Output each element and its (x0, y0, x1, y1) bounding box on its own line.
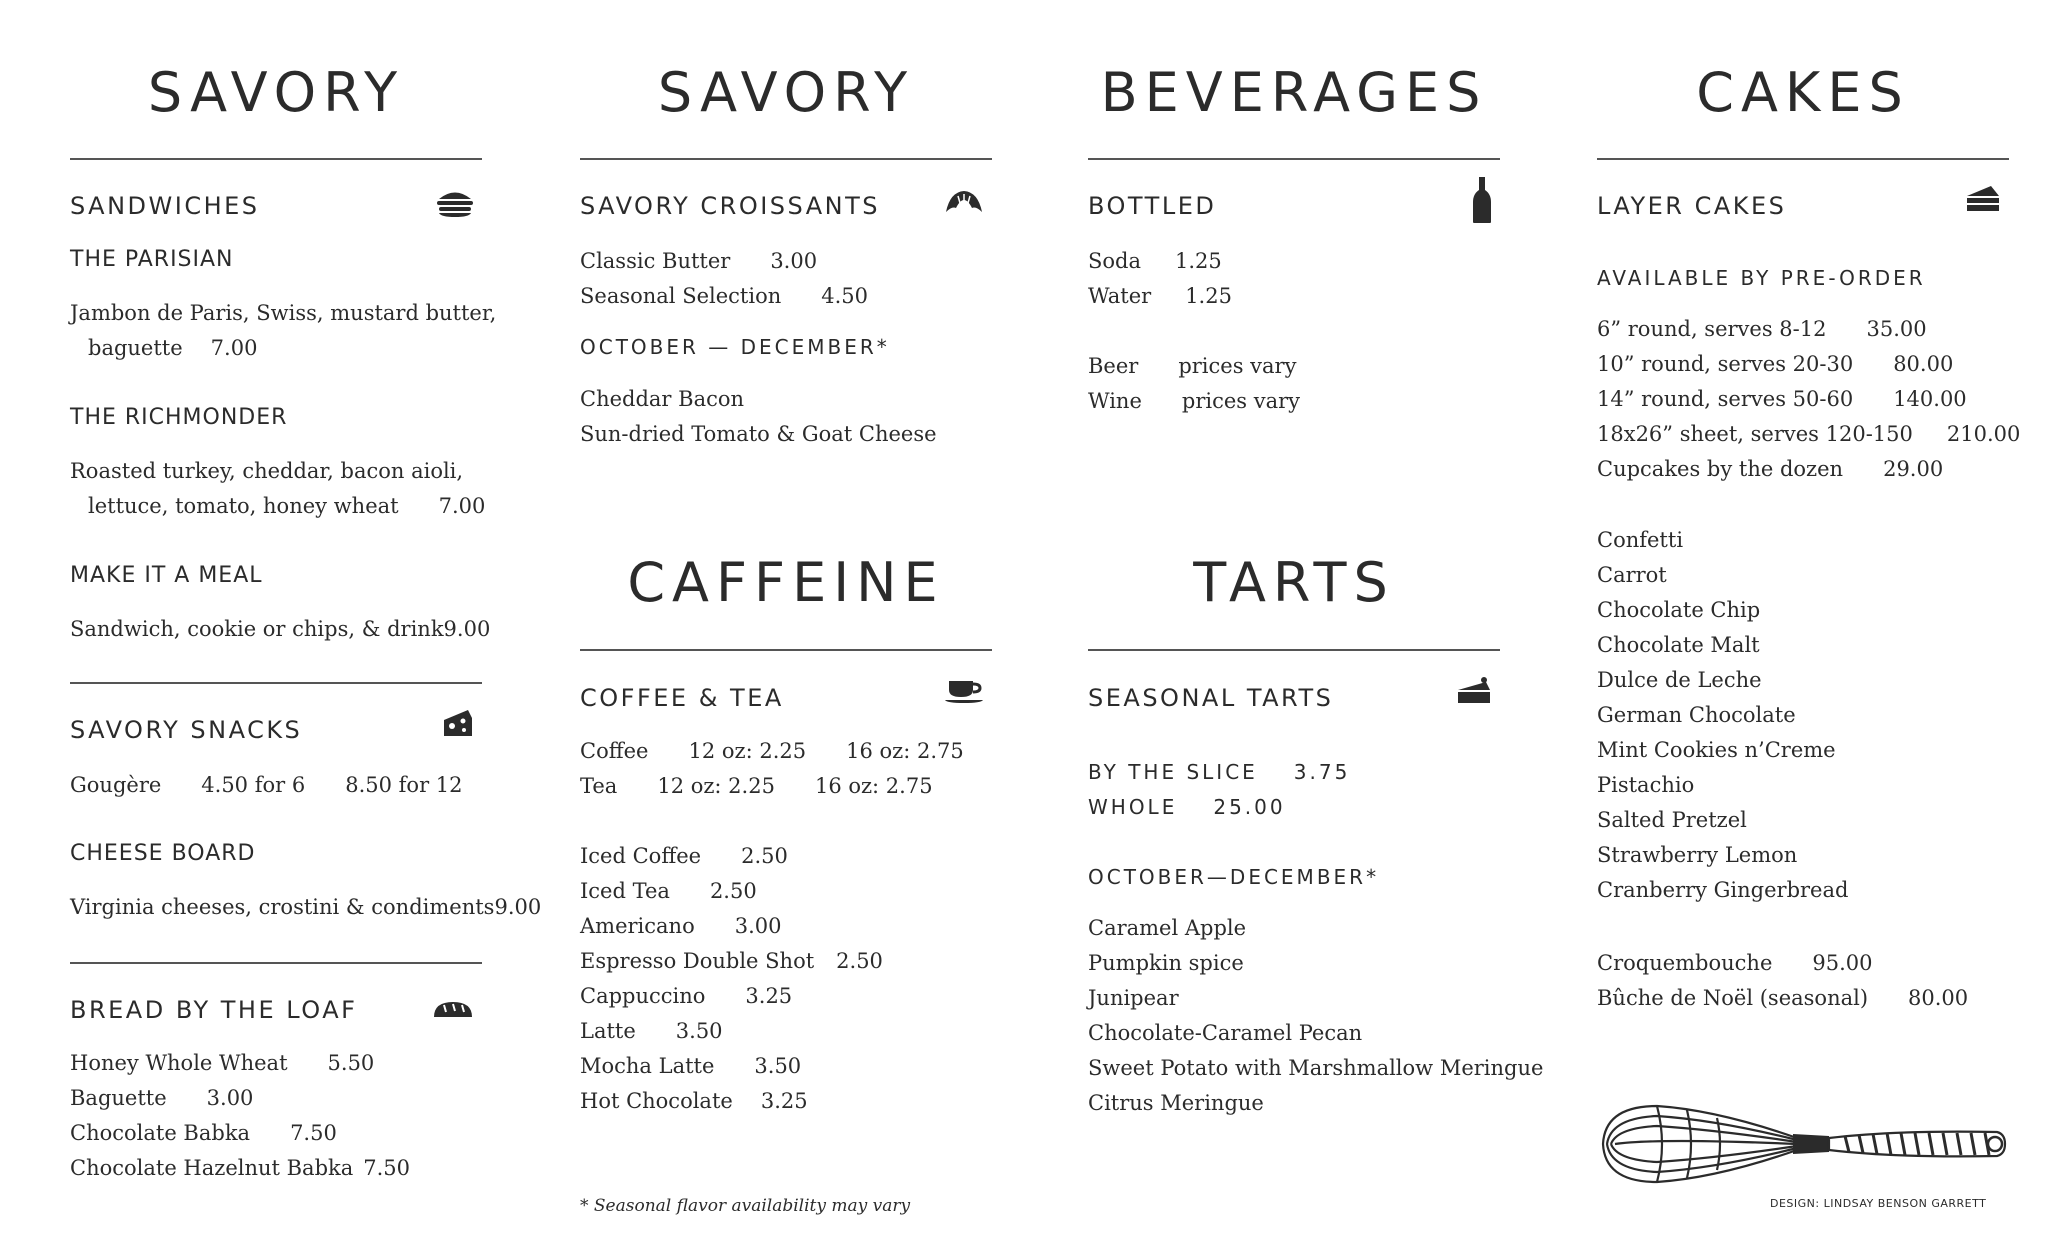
list-item: Americano 3.00 (580, 914, 782, 938)
list-item: Mocha Latte 3.50 (580, 1054, 802, 1078)
list-item: Pistachio (1597, 773, 1695, 797)
cake-size-list (1597, 312, 2020, 487)
croissant-icon (944, 188, 984, 216)
bottle-icon (1472, 176, 1492, 224)
list-item: Water 1.25 (1088, 284, 1232, 308)
croissant-list (580, 244, 868, 314)
divider (1088, 649, 1500, 651)
list-item: Pumpkin spice (1088, 951, 1244, 975)
tart-whole-price: WHOLE 25.00 (1088, 795, 1286, 819)
divider (70, 962, 482, 964)
coffee-cup-icon (944, 678, 984, 704)
list-item: Cupcakes by the dozen 29.00 (1597, 457, 1944, 481)
list-item: Mint Cookies n’Creme (1597, 738, 1836, 762)
list-item: Carrot (1597, 563, 1667, 587)
cake-flavor-list (1597, 523, 1848, 908)
item-name-meal: MAKE IT A MEAL (70, 563, 263, 588)
list-item: Dulce de Leche (1597, 668, 1762, 692)
section-title-beverages: BEVERAGES (1100, 61, 1488, 124)
item-name-richmonder: THE RICHMONDER (70, 405, 288, 430)
list-item: Beer prices vary (1088, 354, 1297, 378)
list-item: Salted Pretzel (1597, 808, 1747, 832)
section-title-tarts: TARTS (1193, 551, 1395, 614)
cheese-icon (442, 708, 474, 738)
list-item: Cheddar Bacon (580, 387, 745, 411)
divider (580, 649, 992, 651)
alcohol-list (1088, 349, 1300, 419)
list-item: Chocolate Malt (1597, 633, 1760, 657)
list-item: Confetti (1597, 528, 1684, 552)
section-title-savory: SAVORY (147, 61, 405, 124)
item-desc-cheese-board: Virginia cheeses, crostini & condiments 9.00 (70, 890, 490, 925)
list-item: Sun-dried Tomato & Goat Cheese (580, 422, 937, 446)
price: 9.00 (494, 895, 542, 919)
list-item: Soda 1.25 (1088, 249, 1222, 273)
cake-slice-icon (1965, 184, 2001, 214)
list-item: Sweet Potato with Marshmallow Meringue (1088, 1056, 1544, 1080)
section-title-caffeine: CAFFEINE (627, 551, 945, 614)
divider (1088, 158, 1500, 160)
heading-savory-croissants: SAVORY CROISSANTS (580, 192, 880, 220)
list-item: Citrus Meringue (1088, 1091, 1264, 1115)
list-item: Espresso Double Shot 2.50 (580, 949, 883, 973)
list-item: Hot Chocolate 3.25 (580, 1089, 808, 1113)
list-item: Tea 12 oz: 2.25 16 oz: 2.75 (580, 774, 933, 798)
list-item: Baguette 3.00 (70, 1086, 254, 1110)
footnote: * Seasonal flavor availability may vary (580, 1196, 911, 1216)
section-title-savory: SAVORY (657, 61, 915, 124)
list-item: Classic Butter 3.00 (580, 249, 818, 273)
list-item: Honey Whole Wheat 5.50 (70, 1051, 375, 1075)
season-label: OCTOBER — DECEMBER* (580, 335, 890, 359)
specials-list (1597, 946, 1968, 1016)
coffee-sized-list (580, 734, 964, 804)
tart-slice-price: BY THE SLICE 3.75 (1088, 760, 1351, 784)
bread-icon (432, 998, 474, 1020)
tart-slice-icon (1456, 676, 1492, 706)
list-item: German Chocolate (1597, 703, 1796, 727)
tart-flavor-list (1088, 911, 1543, 1121)
list-item: Cranberry Gingerbread (1597, 878, 1849, 902)
bread-list (70, 1046, 410, 1186)
design-credit: DESIGN: LINDSAY BENSON GARRETT (1770, 1197, 1987, 1210)
heading-layer-cakes: LAYER CAKES (1597, 192, 1787, 220)
item-name-cheese-board: CHEESE BOARD (70, 841, 256, 866)
price: 7.00 (438, 494, 486, 518)
list-item: Bûche de Noël (seasonal) 80.00 (1597, 986, 1969, 1010)
bottled-list (1088, 244, 1232, 314)
season-label: OCTOBER—DECEMBER* (1088, 865, 1380, 889)
coffee-list (580, 839, 883, 1119)
item-desc-meal: Sandwich, cookie or chips, & drink 9.00 (70, 612, 482, 647)
list-item: Coffee 12 oz: 2.25 16 oz: 2.75 (580, 739, 964, 763)
heading-bottled: BOTTLED (1088, 192, 1217, 220)
heading-seasonal-tarts: SEASONAL TARTS (1088, 684, 1334, 712)
heading-bread-by-the-loaf: BREAD BY THE LOAF (70, 996, 358, 1024)
list-item: 10” round, serves 20-30 80.00 (1597, 352, 1954, 376)
heading-savory-snacks: SAVORY SNACKS (70, 716, 303, 744)
whisk-illustration (1597, 1098, 2007, 1190)
list-item: Iced Tea 2.50 (580, 879, 757, 903)
item-name-parisian: THE PARISIAN (70, 247, 234, 272)
list-item: 18x26” sheet, serves 120-150 210.00 (1597, 422, 2021, 446)
list-item: 6” round, serves 8-12 35.00 (1597, 317, 1927, 341)
list-item: Cappuccino 3.25 (580, 984, 793, 1008)
list-item: Wine prices vary (1088, 389, 1301, 413)
price: 7.00 (210, 336, 258, 360)
seasonal-croissant-list (580, 382, 937, 452)
list-item: Chocolate Chip (1597, 598, 1761, 622)
heading-sandwiches: SANDWICHES (70, 192, 260, 220)
list-item: Caramel Apple (1088, 916, 1247, 940)
pre-order-note: AVAILABLE BY PRE-ORDER (1597, 266, 1926, 290)
divider (70, 158, 482, 160)
item-desc-parisian: Jambon de Paris, Swiss, mustard butter, baguette 7.00 (70, 301, 497, 360)
list-item: Chocolate Babka 7.50 (70, 1121, 337, 1145)
list-item: Iced Coffee 2.50 (580, 844, 788, 868)
divider (70, 682, 482, 684)
list-item: Latte 3.50 (580, 1019, 723, 1043)
price: 9.00 (443, 617, 491, 641)
list-item: Croquembouche 95.00 (1597, 951, 1873, 975)
item-desc-richmonder: Roasted turkey, cheddar, bacon aioli, lettuce, tomato, honey wheat 7.00 (70, 459, 486, 518)
divider (580, 158, 992, 160)
sandwich-icon (436, 188, 474, 218)
list-item: Chocolate Hazelnut Babka 7.50 (70, 1156, 411, 1180)
section-title-cakes: CAKES (1696, 61, 1910, 124)
list-item: Strawberry Lemon (1597, 843, 1798, 867)
heading-coffee-tea: COFFEE & TEA (580, 684, 784, 712)
list-item: 14” round, serves 50-60 140.00 (1597, 387, 1967, 411)
divider (1597, 158, 2009, 160)
list-item: Chocolate-Caramel Pecan (1088, 1021, 1363, 1045)
list-item: Seasonal Selection 4.50 (580, 284, 868, 308)
item-gougere: Gougère 4.50 for 6 8.50 for 12 (70, 773, 463, 797)
list-item: Junipear (1088, 986, 1179, 1010)
